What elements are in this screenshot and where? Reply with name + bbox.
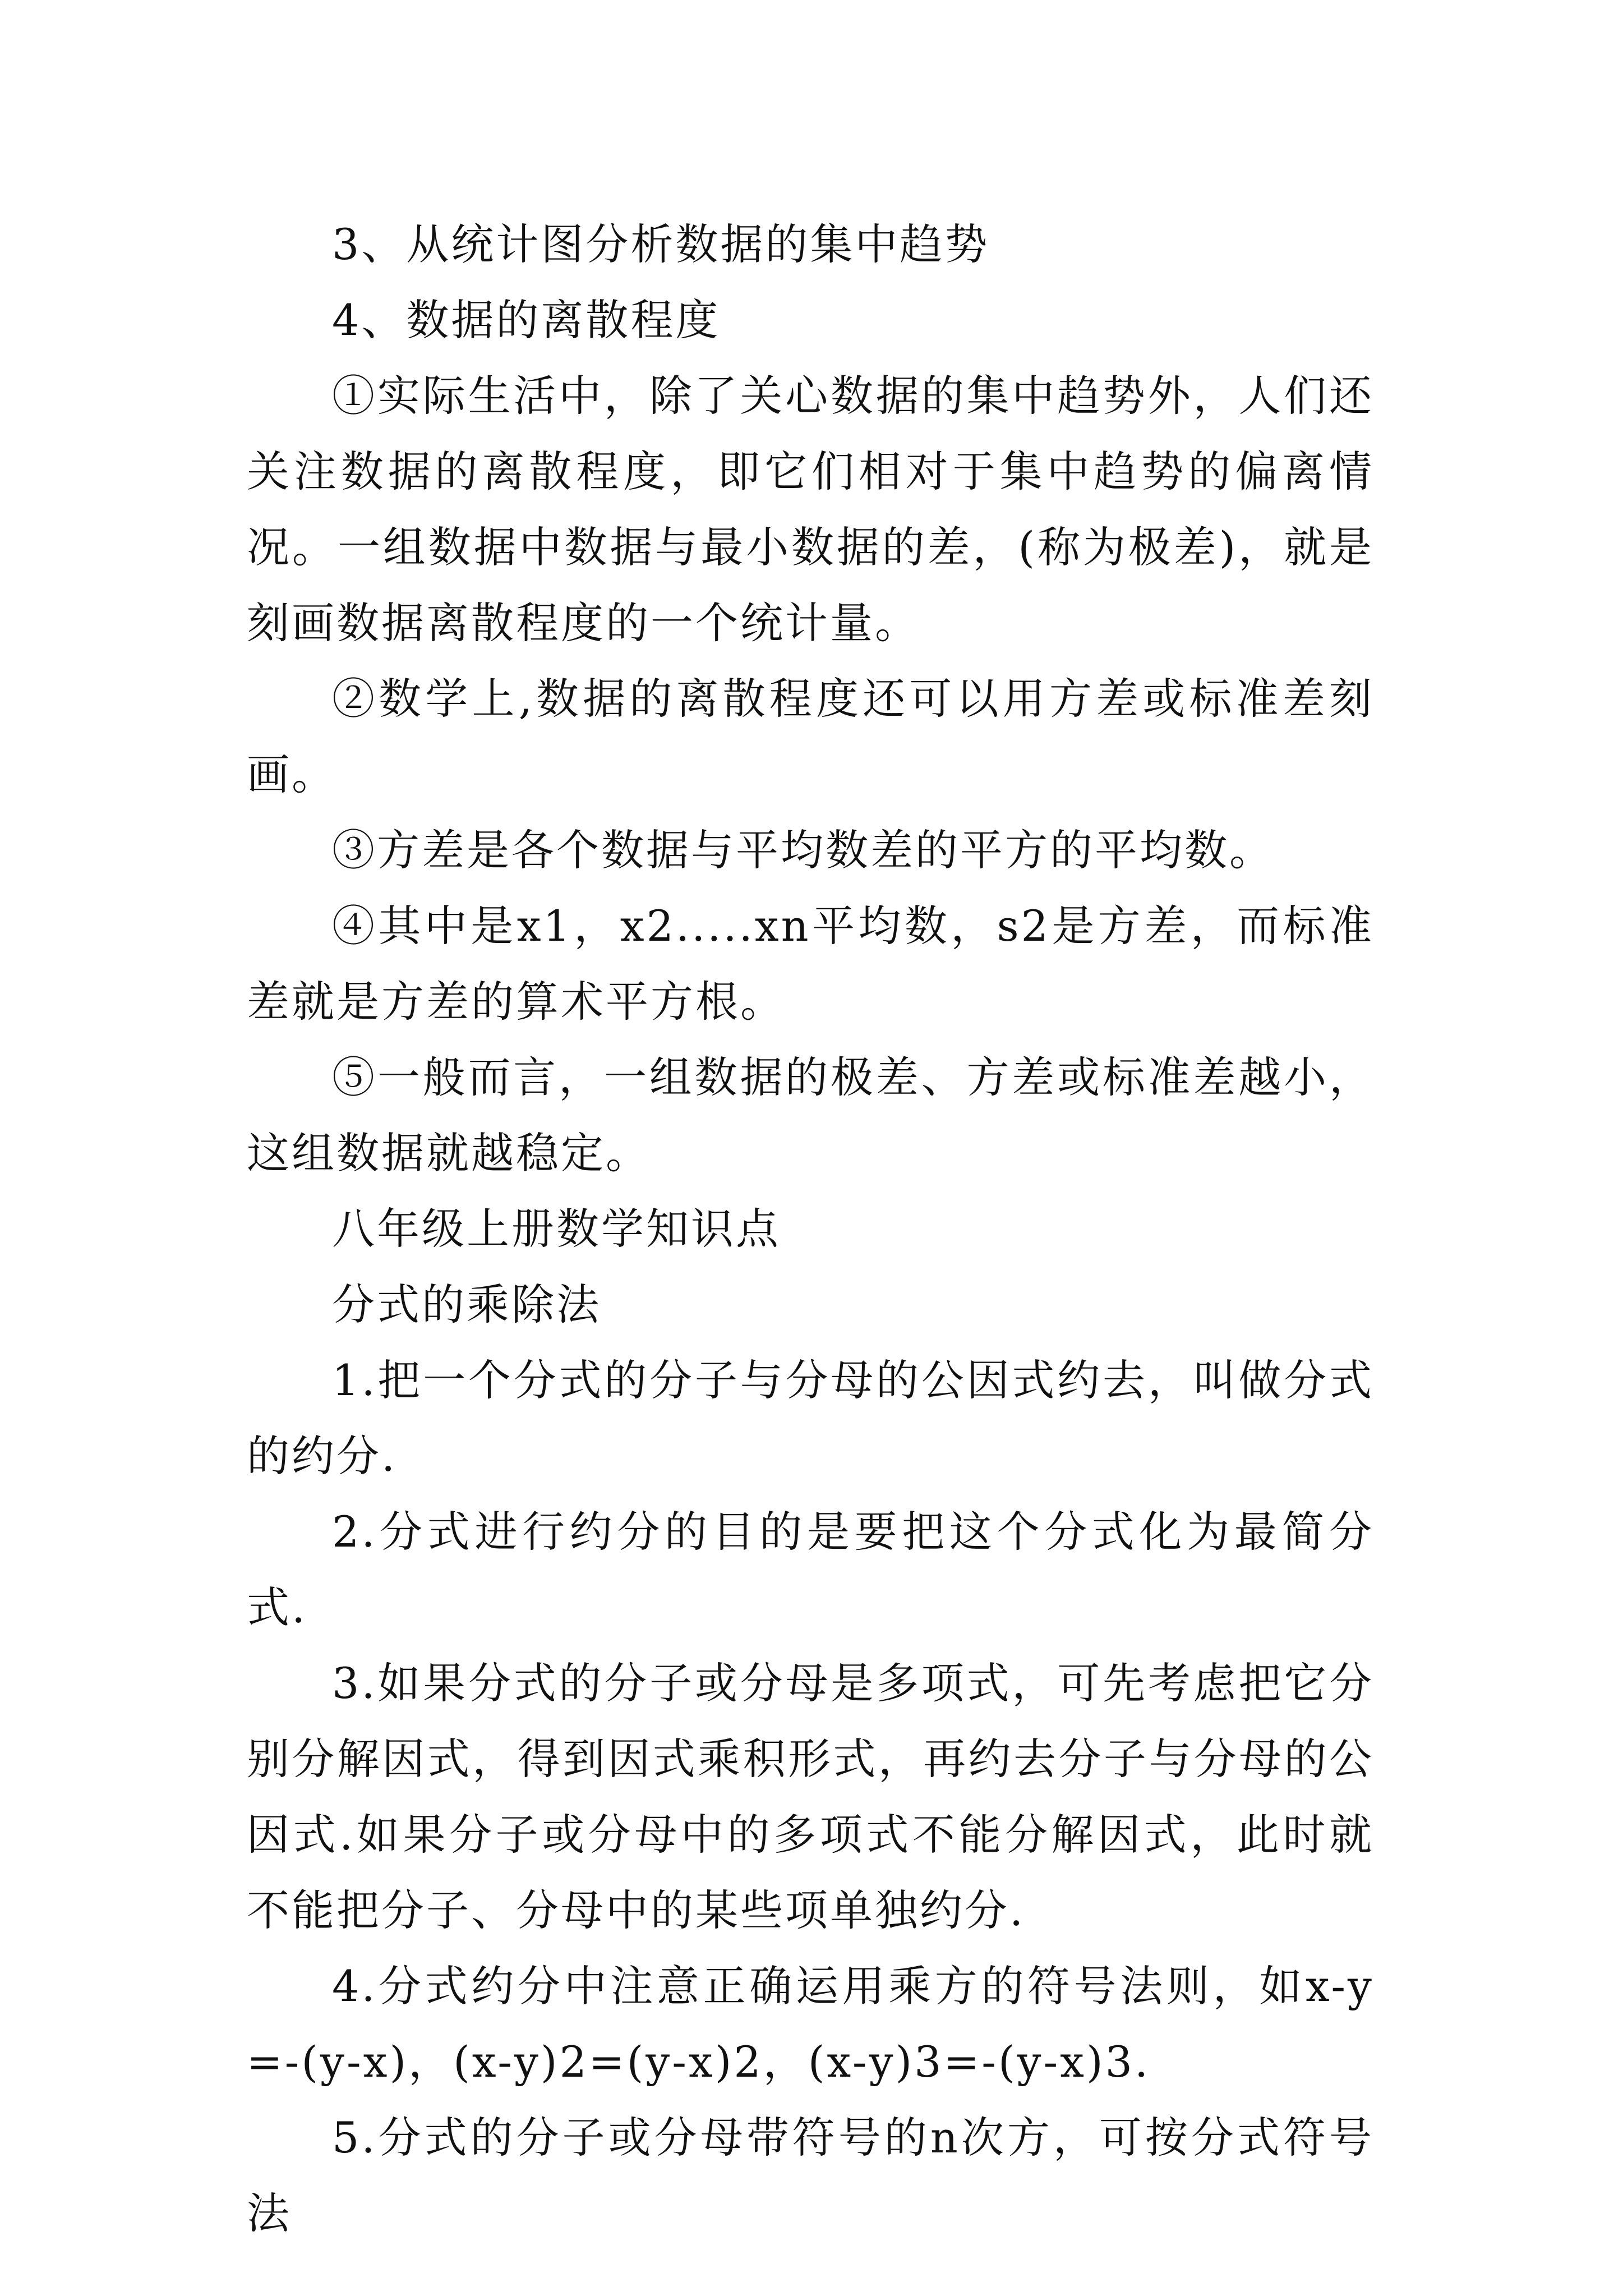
paragraph-point-5: ⑤一般而言，一组数据的极差、方差或标准差越小，这组数据就越稳定。 bbox=[247, 1052, 1374, 1178]
document-body bbox=[247, 206, 1374, 2251]
paragraph-rule-5: 5.分式的分子或分母带符号的n次方，可按分式符号法 bbox=[247, 2113, 1374, 2238]
paragraph-heading-3: 3、从统计图分析数据的集中趋势 bbox=[332, 219, 990, 269]
section-title: 八年级上册数学知识点 bbox=[332, 1204, 781, 1254]
paragraph-rule-3: 3.如果分式的分子或分母是多项式，可先考虑把它分别分解因式，得到因式乘积形式，再约去分子与分母的公因式.如果分子或分母中的多项式不能分解因式，此时就不能把分子、分母中的某些项单独约分. bbox=[247, 1658, 1374, 1935]
paragraph-heading-4: 4、数据的离散程度 bbox=[332, 295, 721, 345]
paragraph-rule-4: 4.分式约分中注意正确运用乘方的符号法则，如x-y=-(y-x)，(x-y)2=(y-x)2，(x-y)3=-(y-x)3. bbox=[247, 1961, 1374, 2087]
paragraph-point-3: ③方差是各个数据与平均数差的平方的平均数。 bbox=[332, 825, 1274, 875]
subsection-title: 分式的乘除法 bbox=[332, 1280, 601, 1329]
paragraph-point-4: ④其中是x1，x2.....xn平均数，s2是方差，而标准差就是方差的算术平方根。 bbox=[247, 901, 1374, 1027]
paragraph-rule-1: 1.把一个分式的分子与分母的公因式约去，叫做分式的约分. bbox=[247, 1355, 1374, 1481]
paragraph-rule-2: 2.分式进行约分的目的是要把这个分式化为最简分式. bbox=[247, 1507, 1374, 1632]
paragraph-point-2: ②数学上,数据的离散程度还可以用方差或标准差刻画。 bbox=[247, 674, 1374, 799]
paragraph-point-1: ①实际生活中，除了关心数据的集中趋势外，人们还关注数据的离散程度，即它们相对于集中趋势的偏离情况。一组数据中数据与最小数据的差，(称为极差)，就是刻画数据离散程度的一个统计量。 bbox=[247, 371, 1374, 648]
